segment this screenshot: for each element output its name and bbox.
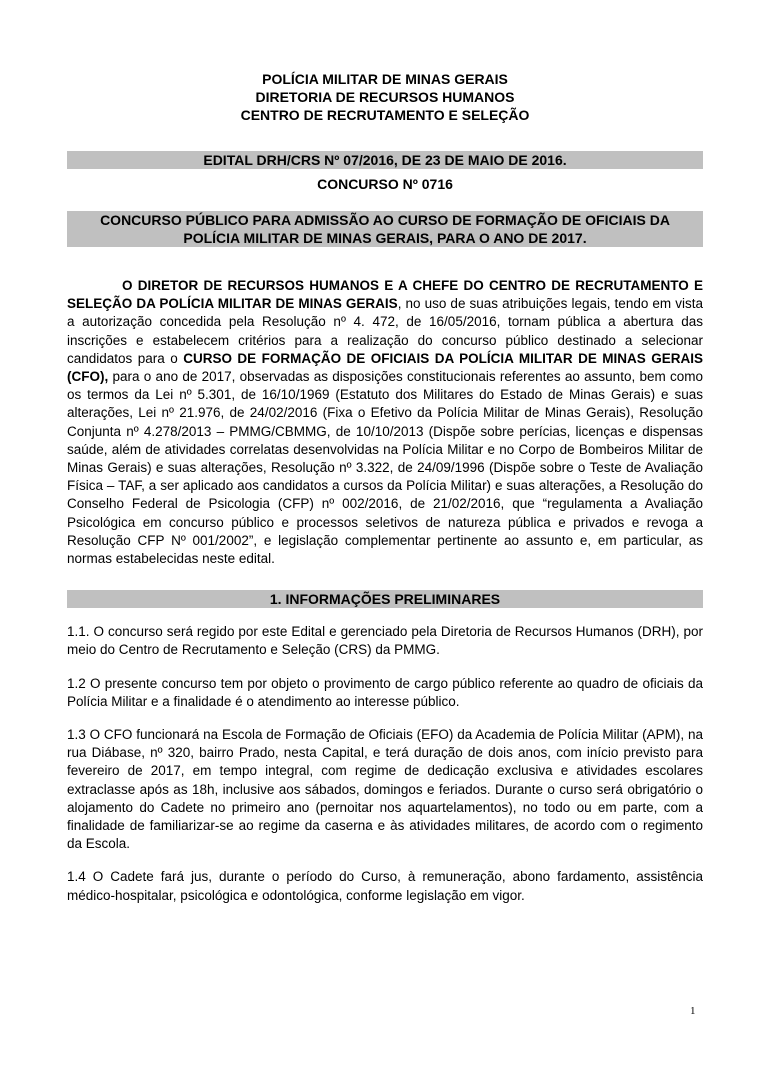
- item-1-3: 1.3 O CFO funcionará na Escola de Formação de Oficiais (EFO) da Academia de Polícia Militar (APM), na rua Diábase, nº 320, bairro Prado, nesta Capital, e terá duração de dois anos, com início previsto para fevereiro de 2017, em tempo integral, com regime de dedicação exclusiva e atividades escolares extraclasse após as 18h, inclusive aos sábados, domingos e feriados. Durante o curso será obrigatório o alojamento do Cadete no primeiro ano (pernoitar nos aquartelamentos), no todo ou em parte, com a finalidade de familiarizar-se ao regime da caserna e às atividades militares, de acordo com o regimento da Escola.: [67, 727, 703, 852]
- intro-text-1: , no uso de suas atribuições legais, tendo em vista a autorização concedida pela Resolução nº 4. 472, de 16/05/2016, tornam pública a abertura das inscrições e estabelecem critérios para a realização do concurso público destinado a selecionar candidatos para o: [67, 296, 703, 366]
- item-1-4: 1.4 O Cadete fará jus, durante o período do Curso, à remuneração, abono fardamento, assistência médico-hospitalar, psicológica e odontológica, conforme legislação em vigor.: [67, 869, 703, 903]
- header-line-2: DIRETORIA DE RECURSOS HUMANOS: [255, 89, 515, 105]
- section-1-title: 1. INFORMAÇÕES PRELIMINARES: [67, 590, 703, 608]
- page-number: 1: [690, 1005, 696, 1017]
- header-line-3: CENTRO DE RECRUTAMENTO E SELEÇÃO: [240, 107, 530, 123]
- intro-bold-course: CURSO DE FORMAÇÃO DE OFICIAIS DA POLÍCIA MILITAR DE MINAS GERAIS (CFO),: [67, 350, 703, 385]
- intro-bold-lead: O DIRETOR DE RECURSOS HUMANOS E A CHEFE DO CENTRO DE RECRUTAMENTO E SELEÇÃO DA POLÍCIA MILITAR DE MINAS GERAIS: [67, 278, 703, 312]
- document-page: [67, 70, 703, 905]
- item-1-2: 1.2 O presente concurso tem por objeto o provimento de cargo público referente ao quadro de oficiais da Polícia Militar e a finalidade é o atendimento ao interesse público.: [67, 675, 703, 709]
- item-1-1: 1.1. O concurso será regido por este Edital e gerenciado pela Diretoria de Recursos Humanos (DRH), por meio do Centro de Recrutamento e Seleção (CRS) da PMMG.: [67, 624, 703, 658]
- concurso-heading-line-1: CONCURSO PÚBLICO PARA ADMISSÃO AO CURSO DE FORMAÇÃO DE OFICIAIS DA: [100, 212, 670, 228]
- concurso-heading: [67, 211, 703, 247]
- intro-paragraph: [67, 277, 703, 568]
- intro-text-2: para o ano de 2017, observadas as disposições constitucionais referentes ao assunto, bem como os termos da Lei nº 5.301, de 16/10/1969 (Estatuto dos Militares do Estado de Minas Gerais) e suas alterações, Lei nº 21.976, de 24/02/2016 (Fixa o Efetivo da Polícia Militar de Minas Gerais), Resolução Conjunta nº 4.278/2013 – PMMG/CBMMG, de 10/10/2013 (Dispõe sobre perícias, licenças e dispensas saúde, além de atividades correlatas desenvolvidas na Polícia Militar e no Corpo de Bombeiros Militar de Minas Gerais) e suas alterações, Resolução nº 3.322, de 24/09/1996 (Dispõe sobre o Teste de Avaliação Física – TAF, a ser aplicado aos candidatos a cursos da Polícia Militar) e suas alterações, a Resolução do Conselho Federal de Psicologia (CFP) nº 002/2016, de 21/02/2016, que “regulamenta a Avaliação Psicológica em concurso público e processos seletivos de natureza pública e privados e revoga a Resolução CFP Nº 001/2002”, e legislação complementar pertinente ao assunto e, em particular, as normas estabelecidas neste edital.: [67, 369, 703, 567]
- header-line-1: POLÍCIA MILITAR DE MINAS GERAIS: [262, 71, 508, 87]
- edital-title: EDITAL DRH/CRS Nº 07/2016, DE 23 DE MAIO DE 2016.: [67, 151, 703, 169]
- concurso-heading-line-2: POLÍCIA MILITAR DE MINAS GERAIS, PARA O ANO DE 2017.: [183, 230, 587, 246]
- concurso-number: CONCURSO Nº 0716: [317, 176, 453, 192]
